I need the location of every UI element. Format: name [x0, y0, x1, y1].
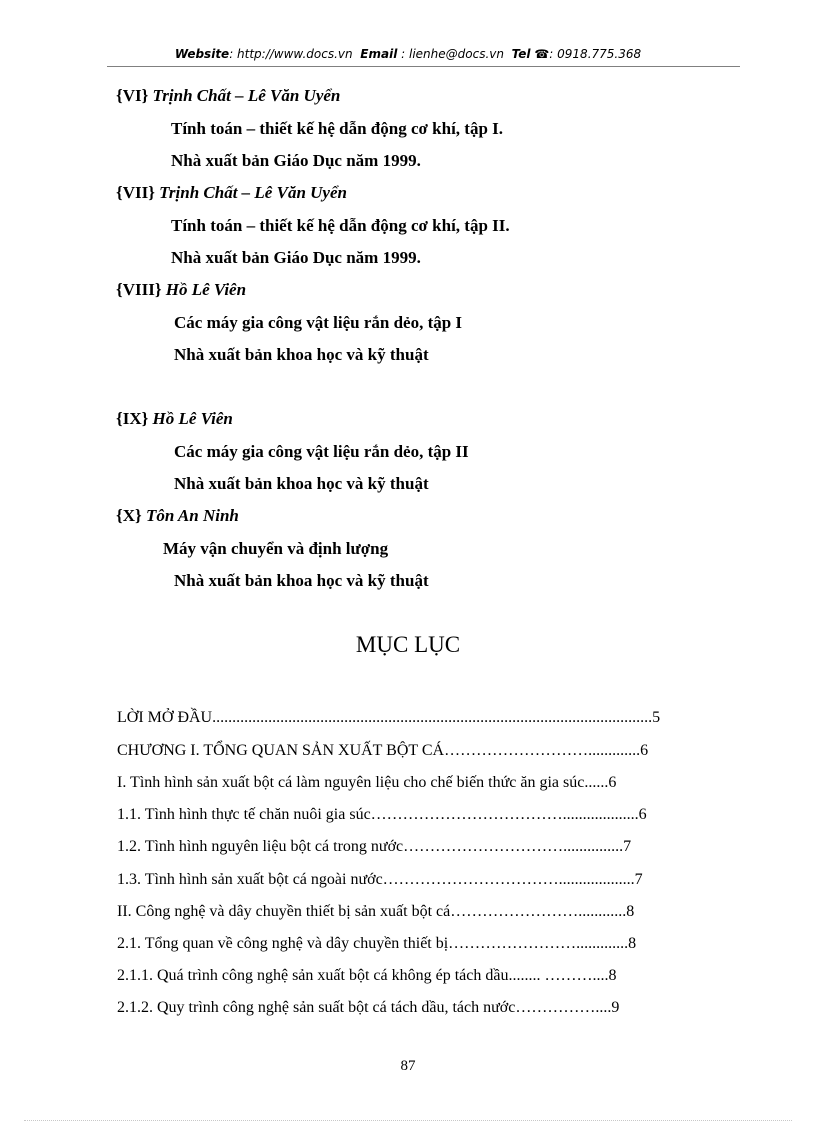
page-bottom-border: [24, 1120, 792, 1121]
email-value: : lienhe@docs.vn: [401, 47, 504, 61]
toc-entry: CHƯƠNG I. TỔNG QUAN SẢN XUẤT BỘT CÁ……………………….............6: [117, 742, 649, 759]
reference-author: Hồ Lê Viên: [152, 409, 233, 428]
toc-entry: I. Tình hình sản xuất bột cá làm nguyên liệu cho chế biến thức ăn gia súc......6: [117, 774, 617, 791]
toc-title: MỤC LỤC: [355, 632, 461, 657]
reference-number: {X}: [116, 506, 142, 525]
page-header: [0, 47, 816, 61]
tel-label: Tel: [511, 47, 531, 61]
toc-entry: 1.3. Tình hình sản xuất bột cá ngoài nước……………………………...................7: [117, 871, 643, 888]
page-number: 87: [400, 1058, 416, 1074]
reference-number: {VI}: [116, 86, 149, 105]
reference-author-line: [116, 86, 340, 106]
reference-number: {VII}: [116, 183, 155, 202]
reference-author-line: [116, 506, 239, 526]
reference-title: Máy vận chuyển và định lượng: [163, 539, 389, 558]
toc-entry: 1.1. Tình hình thực tế chăn nuôi gia súc………………………………...................6: [117, 806, 647, 823]
reference-publisher: Nhà xuất bản khoa học và kỹ thuật: [174, 474, 429, 493]
toc-entry: 2.1.1. Quá trình công nghệ sản xuất bột cá không ép tách dầu........ ………....8: [117, 967, 617, 984]
reference-publisher: Nhà xuất bản khoa học và kỹ thuật: [174, 345, 429, 364]
reference-number: {IX}: [116, 409, 149, 428]
reference-title: Các máy gia công vật liệu rắn dẻo, tập I: [174, 313, 463, 332]
website-value: : http://www.docs.vn: [229, 47, 353, 61]
reference-author-line: [116, 280, 246, 300]
toc-entry: LỜI MỞ ĐẦU..............................................................................................................5: [117, 709, 661, 726]
toc-entry: 1.2. Tình hình nguyên liệu bột cá trong nước…………………………...............7: [117, 838, 632, 855]
email-label: Email: [360, 47, 398, 61]
reference-author: Trịnh Chất – Lê Văn Uyển: [159, 183, 347, 202]
reference-author-line: [116, 183, 347, 203]
reference-title: Tính toán – thiết kế hệ dẫn động cơ khí, tập I.: [171, 119, 504, 138]
website-label: Website: [174, 47, 230, 61]
tel-value: : 0918.775.368: [549, 47, 642, 61]
toc-entry: 2.1.2. Quy trình công nghệ sản suất bột cá tách dầu, tách nước……………....9: [117, 999, 620, 1016]
reference-author-line: [116, 409, 233, 429]
toc-entry: II. Công nghệ và dây chuyền thiết bị sản xuất bột cá……………………............8: [117, 903, 635, 920]
reference-publisher: Nhà xuất bản khoa học và kỹ thuật: [174, 571, 429, 590]
reference-author: Tôn An Ninh: [145, 506, 239, 525]
reference-author: Trịnh Chất – Lê Văn Uyển: [152, 86, 341, 105]
reference-number: {VIII}: [116, 280, 162, 299]
telephone-icon: ☎: [534, 47, 550, 61]
toc-entry: 2.1. Tổng quan về công nghệ và dây chuyền thiết bị…………………….............8: [117, 935, 637, 952]
reference-publisher: Nhà xuất bản Giáo Dục năm 1999.: [171, 248, 421, 267]
header-rule: [107, 66, 740, 67]
reference-publisher: Nhà xuất bản Giáo Dục năm 1999.: [171, 151, 421, 170]
reference-title: Các máy gia công vật liệu rắn dẻo, tập II: [174, 442, 469, 461]
reference-title: Tính toán – thiết kế hệ dẫn động cơ khí, tập II.: [171, 216, 510, 235]
reference-author: Hồ Lê Viên: [165, 280, 247, 299]
